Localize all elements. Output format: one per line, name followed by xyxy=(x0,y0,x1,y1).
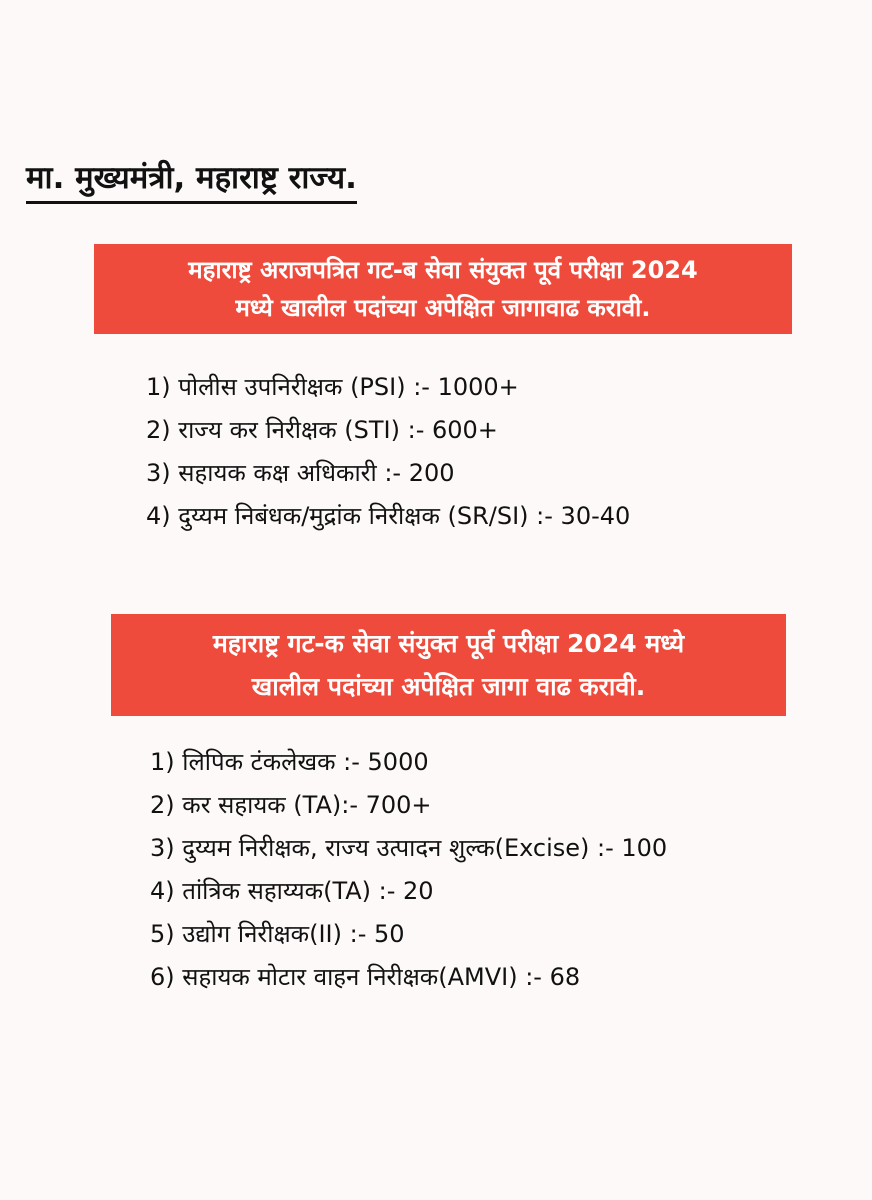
page-heading: मा. मुख्यमंत्री, महाराष्ट्र राज्य. xyxy=(26,156,357,204)
section-2-post-list xyxy=(150,741,667,999)
post-item: 1) लिपिक टंकलेखक :- 5000 xyxy=(150,748,429,776)
post-item: 6) सहायक मोटार वाहन निरीक्षक(AMVI) :- 68 xyxy=(150,963,581,991)
post-item: 2) कर सहायक (TA):- 700+ xyxy=(150,791,432,819)
post-item: 3) दुय्यम निरीक्षक, राज्य उत्पादन शुल्क(Excise) :- 100 xyxy=(150,834,668,862)
section-2-banner-line-2: खालील पदांच्या अपेक्षित जागा वाढ करावी. xyxy=(251,672,646,701)
post-item: 5) उद्योग निरीक्षक(II) :- 50 xyxy=(150,920,405,948)
section-1-post-list xyxy=(146,366,630,538)
post-item: 1) पोलीस उपनिरीक्षक (PSI) :- 1000+ xyxy=(146,373,519,401)
section-1-banner-line-1: महाराष्ट्र अराजपत्रित गट-ब सेवा संयुक्त पूर्व परीक्षा 2024 xyxy=(188,256,698,284)
section-1-banner-line-2: मध्ये खालील पदांच्या अपेक्षित जागावाढ करावी. xyxy=(235,294,651,322)
post-item: 3) सहायक कक्ष अधिकारी :- 200 xyxy=(146,459,455,487)
post-item: 4) तांत्रिक सहाय्यक(TA) :- 20 xyxy=(150,877,434,905)
section-2-banner xyxy=(111,614,786,716)
section-1-banner xyxy=(94,244,792,334)
section-2-banner-line-1: महाराष्ट्र गट-क सेवा संयुक्त पूर्व परीक्षा 2024 मध्ये xyxy=(212,629,685,658)
post-item: 2) राज्य कर निरीक्षक (STI) :- 600+ xyxy=(146,416,498,444)
post-item: 4) दुय्यम निबंधक/मुद्रांक निरीक्षक (SR/SI) :- 30-40 xyxy=(146,502,631,530)
